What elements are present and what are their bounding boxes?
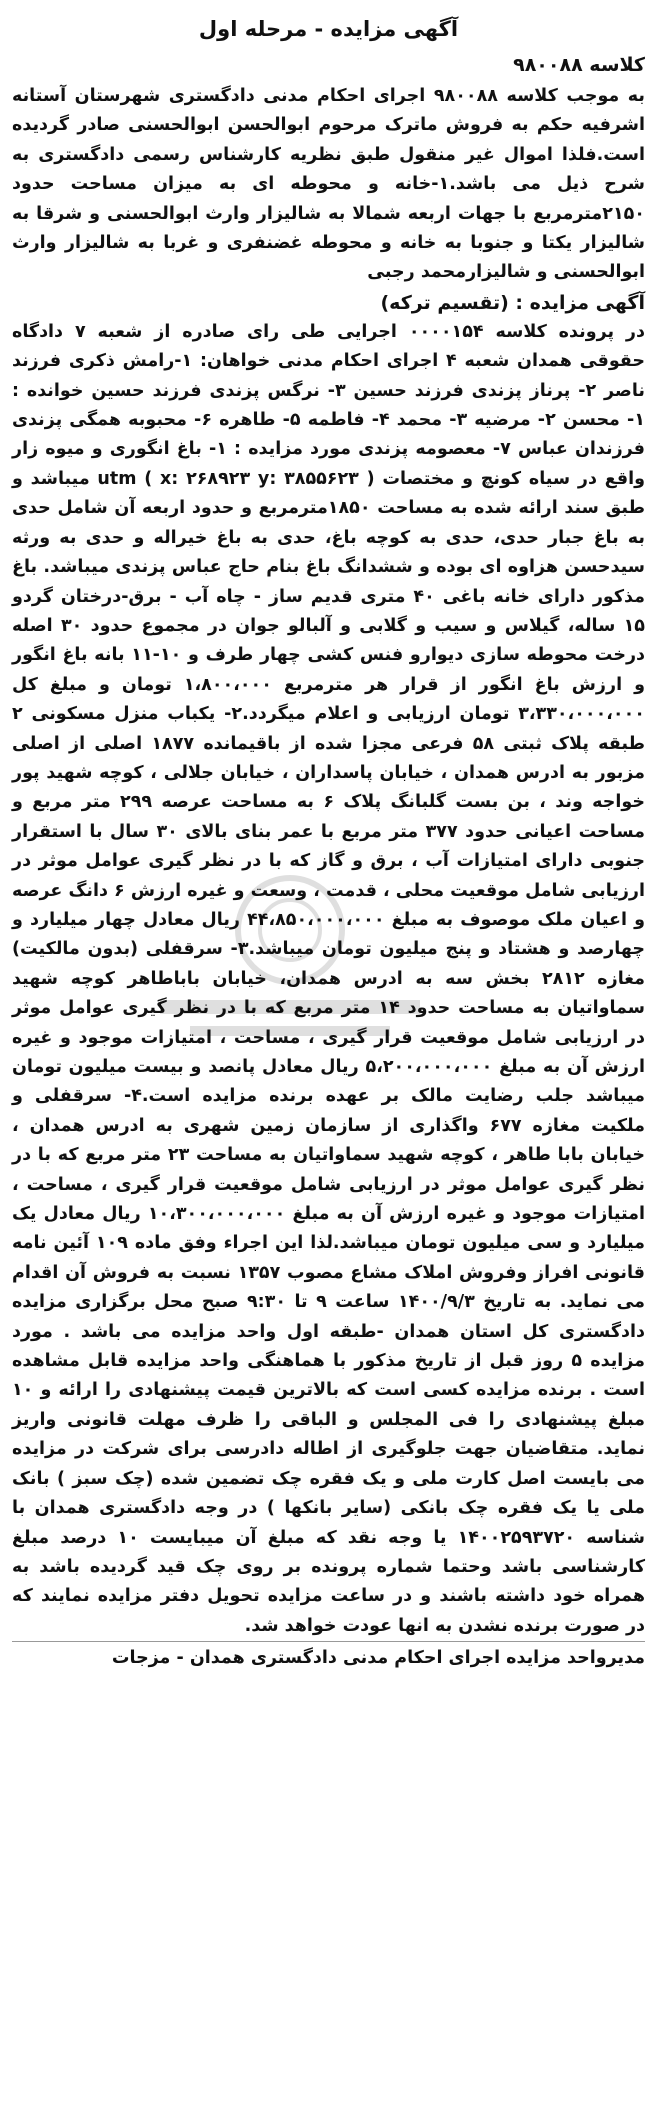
case-number: کلاسه ۹۸۰۰۸۸	[513, 54, 645, 76]
notice-paragraph-1: به موجب کلاسه ۹۸۰۰۸۸ اجرای احکام مدنی دادگستری شهرستان آستانه اشرفیه حکم به فروش ماترک مرحوم ابوالحسن ابوالحسنی صادر گردیده است.فلذا اموال غیر منقول طبق نظریه کارشناس رسمی دادگستری به شرح ذیل می باشد.۱-خانه و محوطه ای به میزان مساحت حدود ۲۱۵۰مترمربع با جهات اربعه شمالا به شالیزار وارث ابوالحسنی و شرقا به شالیزار یکتا و جنوبا به خانه و محوطه غضنفری و غربا به شالیزار وارث ابوالحسنی و شالیزارمحمد رجبی	[12, 86, 646, 283]
notice-subheading: آگهی مزایده : (تقسیم ترکه)	[380, 291, 645, 314]
notice-title: آگهی مزایده - مرحله اول	[198, 17, 459, 41]
notice-footer: مدیرواحد مزایده اجرای احکام مدنی دادگستری همدان - مزجات	[12, 1641, 645, 1673]
notice-paragraph-2: در پرونده کلاسه ۰۰۰۰۱۵۴ اجرایی طی رای صادره از شعبه ۷ دادگاه حقوقی همدان شعبه ۴ اجرای احکام مدنی خواهان: ۱-رامش ذکری فرزند ناصر ۲- پرناز پزندی فرزند حسین ۳- نرگس پزندی فرزند حسین خوانده : ۱- محسن ۲- مرضیه ۳- محمد ۴- فاطمه ۵- طاهره ۶- محبوبه همگی پزندی فرزندان عباس ۷- معصومه پزندی مورد مزایده : ۱- باغ انگوری و میوه زار واقع در سیاه کونچ و مختصات ( x: ۲۶۸۹۲۳ y: ۳۸۵۵۶۲۳ ) utm میباشد و طبق سند ارائه شده به مساحت ۱۸۵۰مترمربع و حدود اربعه آن شامل حدی به باغ جبار حدی، حدی به کوچه باغ، حدی به باغ خیراله و حدی به ورثه سیدحسن هزاوه ای بوده و ششدانگ باغ بنام حاج عباس پزندی میباشد. باغ مذکور دارای خانه باغی ۴۰ متری قدیم ساز - چاه آب - برق-درختان گردو ۱۵ ساله، گیلاس و سیب و گلابی و آلبالو جوان در مجموع حدود ۳۰ اصله درخت محوطه سازی دیوارو فنس کشی چهار طرف و ۱۰-۱۱ بانه باغ انگور و ارزش باغ انگور از قرار هر مترمربع ۱،۸۰۰،۰۰۰ تومان و مبلغ کل ۳،۳۳۰،۰۰۰،۰۰۰ تومان ارزیابی و اعلام میگردد.۲- یکباب منزل مسکونی ۲ طبقه پلاک ثبتی ۵۸ فرعی مجزا شده از باقیمانده ۱۸۷۷ اصلی از اصلی مزبور به ادرس همدان ، خیابان پاسداران ، خیابان جلالی ، کوچه شهید پور خواجه وند ، بن بست گلبانگ پلاک ۶ به مساحت عرصه ۲۹۹ متر مربع و مساحت اعیانی حدود ۳۷۷ متر مربع با عمر بنای بالای ۳۰ سال با استقرار جنوبی دارای امتیازات آب ، برق و گاز که با در نظر گیری عوامل موثر در ارزیابی شامل موقعیت محلی ، قدمت ، وسعت و غیره ارزش ۶ دانگ عرصه و اعیان ملک موصوف به مبلغ ۴۴،۸۵۰،۰۰۰،۰۰۰ ریال معادل چهار میلیارد و چهارصد و هشتاد و پنج میلیون تومان میباشد.۳- سرقفلی (بدون مالکیت) مغازه ۲۸۱۲ بخش سه به ادرس همدان، خیابان باباطاهر کوچه شهید سماواتیان به مساحت حدود ۱۴ متر مربع که با در نظر گیری عوامل موثر در ارزیابی شامل موقعیت قرار گیری ، مساحت ، امتیازات موجود و غیره ارزش آن به مبلغ ۵،۲۰۰،۰۰۰،۰۰۰ ریال معادل پانصد و بیست میلیون تومان میباشد جلب رضایت مالک بر عهده برنده مزایده است.۴- سرقفلی و ملکیت مغازه ۶۷۷ واگذاری از سازمان زمین شهری به ادرس همدان ، خیابان بابا طاهر ، کوچه شهید سماواتیان به مساحت ۲۳ متر مربع که با در نظر گیری عوامل موثر در ارزیابی شامل موقعیت قرار گیری ، مساحت ، امتیازات موجود و غیره ارزش آن به مبلغ ۱۰،۳۰۰،۰۰۰،۰۰۰ ریال معادل یک میلیارد و سی میلیون تومان میباشد.لذا این اجراء وفق ماده ۱۰۹ آئین نامه قانونی افراز وفروش املاک مشاع مصوب ۱۳۵۷ نسبت به فروش آن اقدام می نماید. به تاریخ ۱۴۰۰/۹/۳ ساعت ۹ تا ۹:۳۰ صبح محل برگزاری مزایده دادگستری کل استان همدان -طبقه اول واحد مزایده می باشد . مورد مزایده ۵ روز قبل از تاریخ مذکور با هماهنگی واحد مزایده قابل مشاهده است . برنده مزایده کسی است که بالاترین قیمت پیشنهادی را ارائه و ۱۰ مبلغ پیشنهادی را فی المجلس و الباقی را ظرف مهلت قانونی واریز نماید. متقاضیان جهت جلوگیری از اطاله دادرسی برای شرکت در مزایده می بایست اصل کارت ملی و یک فقره چک تضمین شده (چک سبز ) بانک ملی یا یک فقره چک بانکی (سایر بانکها ) در وجه دادگستری همدان با شناسه ۱۴۰۰۲۵۹۳۷۲۰ یا وجه نقد که مبلغ آن میبایست ۱۰ درصد مبلغ کارشناسی باشد وحتما شماره پرونده بر روی چک قید گردیده باشد به همراه خود داشته باشند و در ساعت مزایده تحویل دفتر مزایده نمایند که در صورت برنده نشدن به انها عودت خواهد شد.	[12, 321, 646, 1636]
